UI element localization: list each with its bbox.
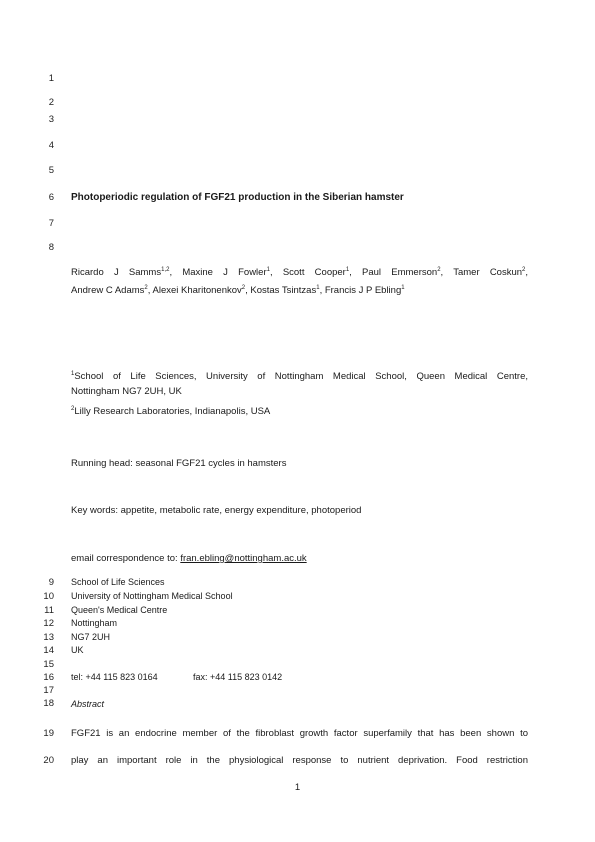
address-line: UK — [71, 645, 84, 655]
line-number: 15 — [43, 659, 54, 670]
affiliation-text: School of Life Sciences, University of Nottingham Medical School, Queen Medical Centre, — [74, 371, 528, 382]
author-name: Andrew C Adams — [71, 285, 145, 296]
correspondence-label: email correspondence to: — [71, 553, 178, 564]
affiliation-sup: 1 — [71, 371, 75, 377]
author-affiliation-sup: 1 — [266, 267, 270, 273]
line-number: 8 — [48, 242, 54, 253]
author-separator: , — [245, 285, 248, 296]
author-affiliation-sup: 1 — [345, 267, 350, 273]
line-number: 2 — [48, 97, 54, 108]
line-number: 18 — [43, 698, 54, 709]
line-number: 1 — [48, 73, 54, 84]
key-words: Key words: appetite, metabolic rate, energy expenditure, photoperiod — [71, 505, 362, 516]
affiliation-text: Lilly Research Laboratories, Indianapolis, USA — [74, 406, 271, 417]
author-separator: , — [525, 267, 529, 278]
abstract-heading: Abstract — [71, 699, 105, 709]
line-number: 13 — [43, 632, 54, 643]
affiliation-1-line-2: Nottingham NG7 2UH, UK — [71, 386, 182, 397]
author-affiliation-sup: 2 — [241, 285, 246, 291]
author-separator: , — [349, 267, 352, 278]
author-name: Kostas Tsintzas — [250, 285, 317, 296]
address-line: School of Life Sciences — [71, 577, 165, 587]
author-name: Scott Cooper — [282, 267, 346, 278]
abstract-line: play an important role in the physiological response to nutrient deprivation. Food restriction — [71, 755, 528, 766]
address-line: Queen's Medical Centre — [71, 605, 168, 615]
address-line: University of Nottingham Medical School — [71, 591, 233, 601]
author-name: Paul Emmerson — [362, 267, 438, 278]
running-head: Running head: seasonal FGF21 cycles in hamsters — [71, 458, 287, 469]
correspondence-line — [71, 553, 307, 564]
line-number: 17 — [43, 685, 54, 696]
line-number: 12 — [43, 618, 54, 629]
author-separator: , — [319, 285, 323, 296]
author-separator: , — [147, 285, 151, 296]
contact-tel: tel: +44 115 823 0164 — [71, 672, 158, 682]
author-name: Maxine J Fowler — [182, 267, 267, 278]
paper-title: Photoperiodic regulation of FGF21 production in the Siberian hamster — [71, 192, 404, 203]
line-number: 20 — [43, 755, 54, 766]
line-number: 3 — [48, 114, 54, 125]
line-number: 11 — [44, 605, 54, 616]
author-name: Tamer Coskun — [453, 267, 523, 278]
abstract-line: FGF21 is an endocrine member of the fibroblast growth factor superfamily that has been shown to — [71, 728, 528, 739]
line-number: 5 — [48, 165, 54, 176]
author-name: Francis J P Ebling — [324, 285, 402, 296]
line-number: 14 — [43, 645, 54, 656]
author-affiliation-sup: 1 — [316, 285, 320, 291]
affiliation-1-line-1 — [71, 371, 528, 382]
line-number: 7 — [48, 218, 54, 229]
line-number: 4 — [48, 140, 54, 151]
page-number: 1 — [294, 782, 301, 793]
author-separator: , — [269, 267, 273, 278]
author-name: Alexei Kharitonenkov — [152, 285, 242, 296]
line-number: 6 — [48, 192, 54, 203]
affiliation-sup: 2 — [71, 406, 75, 412]
author-affiliation-sup: 2 — [144, 285, 148, 291]
author-separator: , — [169, 267, 173, 278]
affiliation-2 — [71, 406, 270, 417]
line-number: 10 — [43, 591, 54, 602]
line-number: 19 — [43, 728, 54, 739]
author-affiliation-sup: 2 — [522, 267, 526, 273]
author-affiliation-sup: 1 — [401, 285, 405, 291]
contact-fax: fax: +44 115 823 0142 — [193, 672, 283, 682]
author-list-line-1 — [71, 267, 528, 278]
line-number: 16 — [43, 672, 54, 683]
author-list-line-2 — [71, 285, 405, 296]
author-affiliation-sup: 2 — [437, 267, 441, 273]
address-line: Nottingham — [71, 618, 118, 628]
author-affiliation-sup: 1,2 — [161, 267, 170, 273]
correspondence-email-link[interactable]: fran.ebling@nottingham.ac.uk — [180, 553, 307, 564]
line-number: 9 — [48, 577, 54, 588]
author-separator: , — [440, 267, 444, 278]
author-name: Ricardo J Samms — [71, 267, 162, 278]
address-line: NG7 2UH — [71, 632, 111, 642]
